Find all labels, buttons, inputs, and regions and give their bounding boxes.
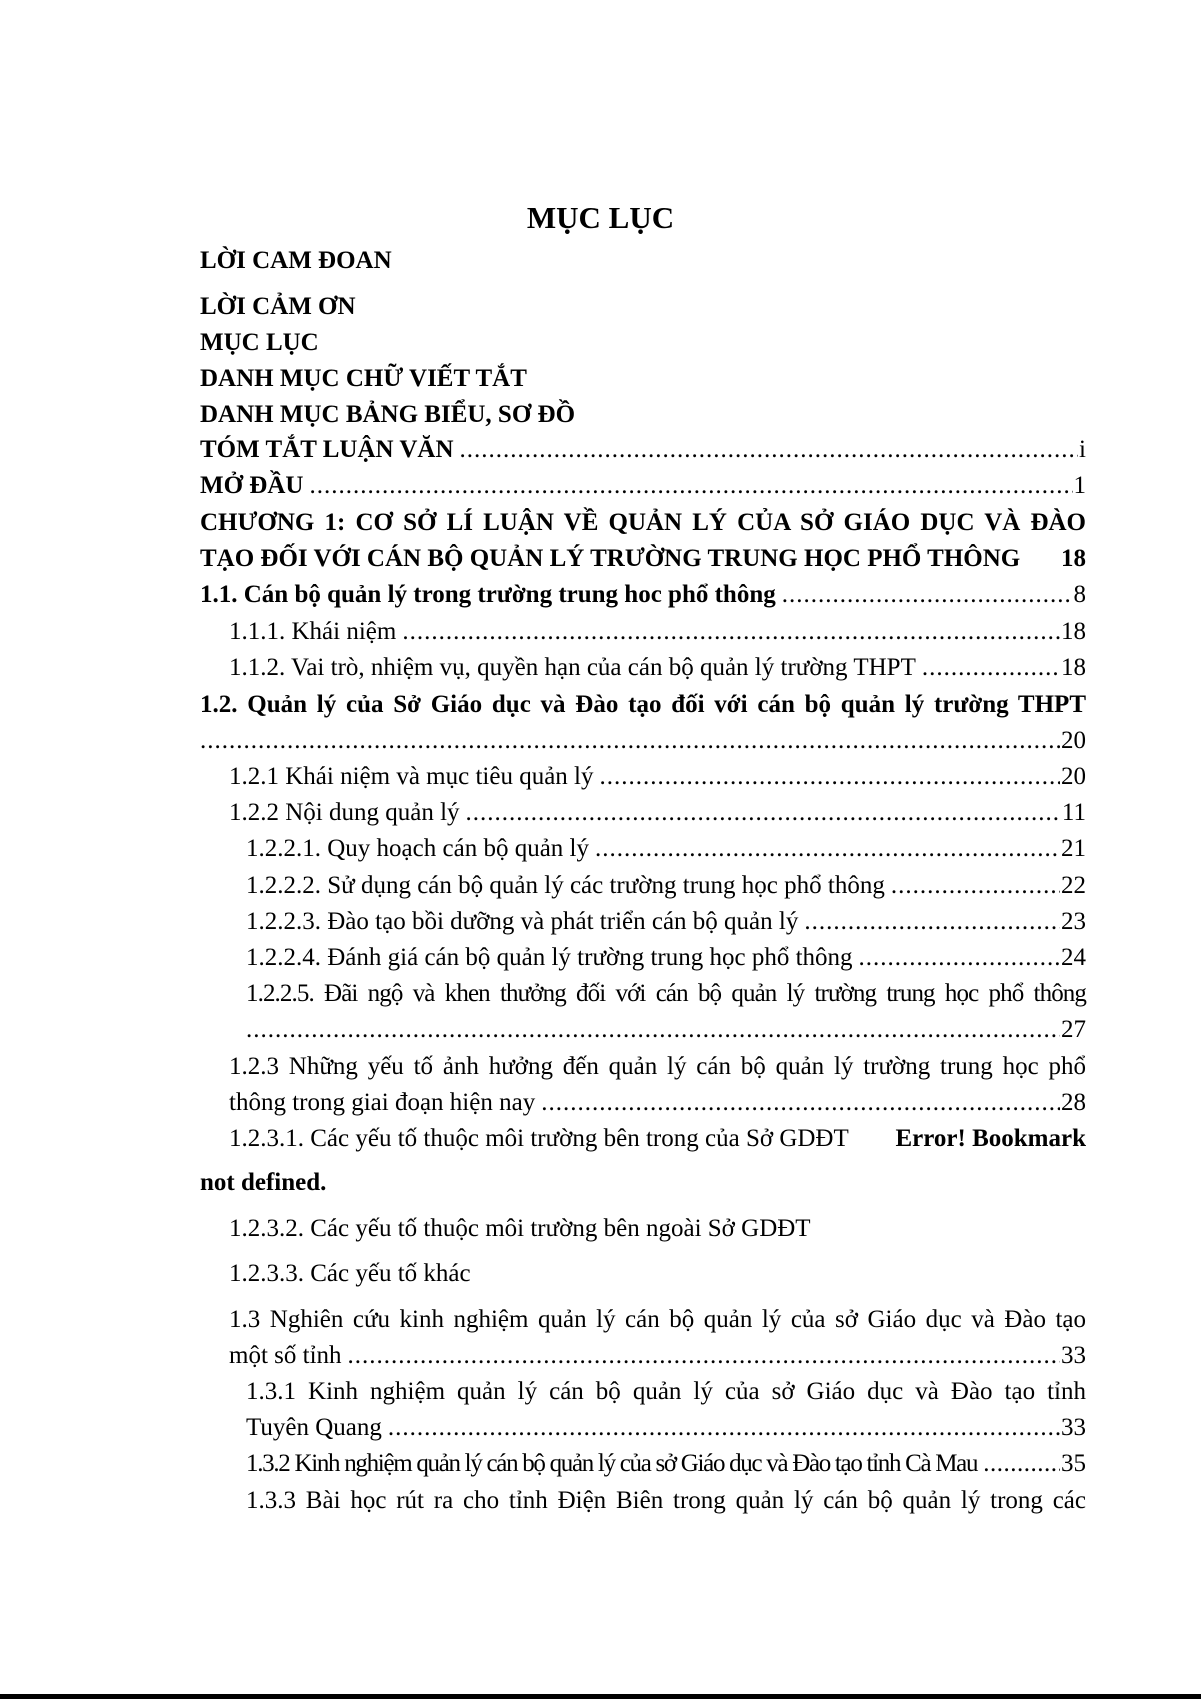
toc-entry-1-2-2-5[interactable]: 1.2.2.5. Đãi ngộ và khen thưởng đối với cán bộ quản lý trường trung học phổ thông	[246, 980, 1086, 1007]
toc-entry-label: 1.2.2.3. Đào tạo bồi dưỡng và phát triển cán bộ quản lý	[246, 908, 799, 935]
toc-entry-1-3-1-line-1[interactable]: 1.3.1 Kinh nghiệm quản lý cán bộ quản lý của sở Giáo dục và Đào tạo tỉnh	[246, 1378, 1086, 1405]
toc-entry-1-3-2[interactable]	[246, 1447, 1086, 1481]
toc-entry-1-2-2-2[interactable]	[246, 869, 1086, 903]
page-number: i	[1079, 436, 1086, 463]
dot-leader	[891, 869, 1060, 903]
toc-entry-label: LỜI CAM ĐOAN	[200, 247, 392, 274]
error-message: Error! Bookmark	[895, 1125, 1086, 1152]
toc-entry-1-1[interactable]	[200, 578, 1086, 612]
toc-entry-1-2-3-2[interactable]	[229, 1212, 1086, 1246]
error-message: not defined.	[200, 1169, 327, 1196]
toc-entry-label: 1.2.2.2. Sử dụng cán bộ quản lý các trường trung học phổ thông	[246, 872, 885, 899]
toc-entry-label: DANH MỤC BẢNG BIỂU, SƠ ĐỒ	[200, 401, 576, 428]
toc-entry-label: một số tỉnh	[229, 1342, 342, 1369]
page-number: 23	[1061, 908, 1086, 935]
toc-entry-label: MỞ ĐẦU	[200, 472, 304, 499]
toc-entry-viet-tat[interactable]	[200, 362, 1086, 396]
toc-entry-label: 1.2.3.2. Các yếu tố thuộc môi trường bên ngoài Sở GDĐT	[229, 1215, 811, 1242]
toc-entry-cam-doan[interactable]	[200, 244, 1086, 278]
toc-entry-chuong-1-line-1[interactable]: CHƯƠNG 1: CƠ SỞ LÍ LUẬN VỀ QUẢN LÝ CỦA SỞ GIÁO DỤC VÀ ĐÀO	[200, 509, 1086, 536]
toc-entry-label: thông trong giai đoạn hiện nay	[229, 1089, 536, 1116]
toc-entry-label: 1.3.2 Kinh nghiệm quản lý cán bộ quản lý của sở Giáo dục và Đào tạo tỉnh Cà Mau	[246, 1450, 978, 1477]
toc-entry-1-2-3-line-2[interactable]	[229, 1086, 1086, 1120]
dot-leader	[348, 1339, 1060, 1373]
toc-entry-1-1-1[interactable]	[229, 615, 1086, 649]
toc-entry-1-2-3-1[interactable]	[229, 1122, 1086, 1156]
page-number: 33	[1061, 1414, 1086, 1441]
page-number: 18	[1061, 545, 1086, 572]
toc-entry-chuong-1-line-2[interactable]	[200, 542, 1086, 576]
toc-entry-bang-bieu[interactable]	[200, 398, 1086, 432]
toc-entry-label: TÓM TẮT LUẬN VĂN	[200, 436, 454, 463]
toc-entry-1-3-1-line-2[interactable]	[246, 1411, 1086, 1445]
page-number: 22	[1061, 872, 1086, 899]
page-number: 35	[1061, 1450, 1086, 1477]
toc-entry-label: 1.2.2.4. Đánh giá cán bộ quản lý trường trung học phổ thông	[246, 944, 853, 971]
toc-entry-label: TẠO ĐỐI VỚI CÁN BỘ QUẢN LÝ TRƯỜNG TRUNG HỌC PHỔ THÔNG	[200, 545, 1021, 572]
toc-entry-label: DANH MỤC CHỮ VIẾT TẮT	[200, 365, 527, 392]
toc-entry-1-2-2-5-continuation[interactable]	[246, 1013, 1086, 1047]
page-number: 11	[1061, 799, 1086, 826]
dot-leader	[922, 651, 1060, 685]
page-bottom-border	[0, 1694, 1201, 1699]
dot-leader	[460, 433, 1079, 467]
page-number: 8	[1073, 581, 1086, 608]
page-number: 1	[1073, 472, 1086, 499]
toc-entry-label: 1.2.3.1. Các yếu tố thuộc môi trường bên trong của Sở GDĐT	[229, 1125, 849, 1152]
toc-entry-1-1-2[interactable]	[229, 651, 1086, 685]
toc-entry-1-2[interactable]: 1.2. Quản lý của Sở Giáo dục và Đào tạo đối với cán bộ quản lý trường THPT	[200, 691, 1086, 718]
toc-entry-label: 1.2.2 Nội dung quản lý	[229, 799, 460, 826]
toc-entry-1-2-2[interactable]	[229, 796, 1086, 830]
dot-leader	[600, 760, 1060, 794]
dot-leader	[859, 941, 1060, 975]
toc-entry-tom-tat[interactable]	[200, 433, 1086, 467]
toc-entry-1-2-1[interactable]	[229, 760, 1086, 794]
page-number: 20	[1061, 763, 1086, 790]
toc-entry-mo-dau[interactable]	[200, 469, 1086, 503]
toc-entry-1-2-2-1[interactable]	[246, 832, 1086, 866]
toc-entry-label: 1.1. Cán bộ quản lý trong trường trung hoc phổ thông	[200, 581, 776, 608]
toc-entry-1-2-2-3[interactable]	[246, 905, 1086, 939]
toc-entry-label: 1.1.2. Vai trò, nhiệm vụ, quyền hạn của cán bộ quản lý trường THPT	[229, 654, 916, 681]
page-number: 33	[1061, 1342, 1086, 1369]
dot-leader	[466, 796, 1061, 830]
dot-leader	[804, 905, 1060, 939]
toc-entry-cam-on[interactable]	[200, 290, 1086, 324]
page-number: 24	[1061, 944, 1086, 971]
page-title: MỤC LỤC	[526, 200, 675, 235]
toc-entry-1-2-3-3[interactable]	[229, 1257, 1086, 1291]
toc-entry-label: 1.2.2.1. Quy hoạch cán bộ quản lý	[246, 835, 589, 862]
toc-entry-label: LỜI CẢM ƠN	[200, 293, 356, 320]
page-number: 18	[1061, 654, 1086, 681]
dot-leader	[246, 1013, 1060, 1047]
toc-entry-1-2-continuation[interactable]	[200, 724, 1086, 758]
page-number: 27	[1061, 1016, 1086, 1043]
toc-entry-1-3-line-1[interactable]: 1.3 Nghiên cứu kinh nghiệm quản lý cán bộ quản lý của sở Giáo dục và Đào tạo	[229, 1306, 1086, 1333]
toc-entry-muc-luc[interactable]	[200, 326, 1086, 360]
dot-leader	[541, 1086, 1060, 1120]
dot-leader	[983, 1447, 1060, 1481]
page-number: 21	[1061, 835, 1086, 862]
toc-entry-label: 1.2.1 Khái niệm và mục tiêu quản lý	[229, 763, 594, 790]
toc-entry-1-3-3-line-1[interactable]: 1.3.3 Bài học rút ra cho tỉnh Điện Biên trong quản lý cán bộ quản lý trong các	[246, 1487, 1086, 1514]
toc-entry-1-2-2-4[interactable]	[246, 941, 1086, 975]
toc-entry-1-2-3-1-error-continuation	[200, 1166, 1086, 1200]
toc-entry-1-2-3-line-1[interactable]: 1.2.3 Những yếu tố ảnh hưởng đến quản lý cán bộ quản lý trường trung học phổ	[229, 1053, 1086, 1080]
dot-leader	[309, 469, 1072, 503]
dot-leader	[200, 724, 1060, 758]
page-number: 20	[1061, 727, 1086, 754]
dot-leader	[782, 578, 1073, 612]
toc-entry-1-3-line-2[interactable]	[229, 1339, 1086, 1373]
page-number: 18	[1061, 618, 1086, 645]
dot-leader	[402, 615, 1060, 649]
toc-entry-label: MỤC LỤC	[200, 329, 319, 356]
dot-leader	[595, 832, 1060, 866]
toc-entry-label: 1.2.3.3. Các yếu tố khác	[229, 1260, 471, 1287]
toc-entry-label: Tuyên Quang	[246, 1414, 382, 1441]
dot-leader	[388, 1411, 1060, 1445]
page-number: 28	[1061, 1089, 1086, 1116]
toc-entry-label: 1.1.1. Khái niệm	[229, 618, 397, 645]
